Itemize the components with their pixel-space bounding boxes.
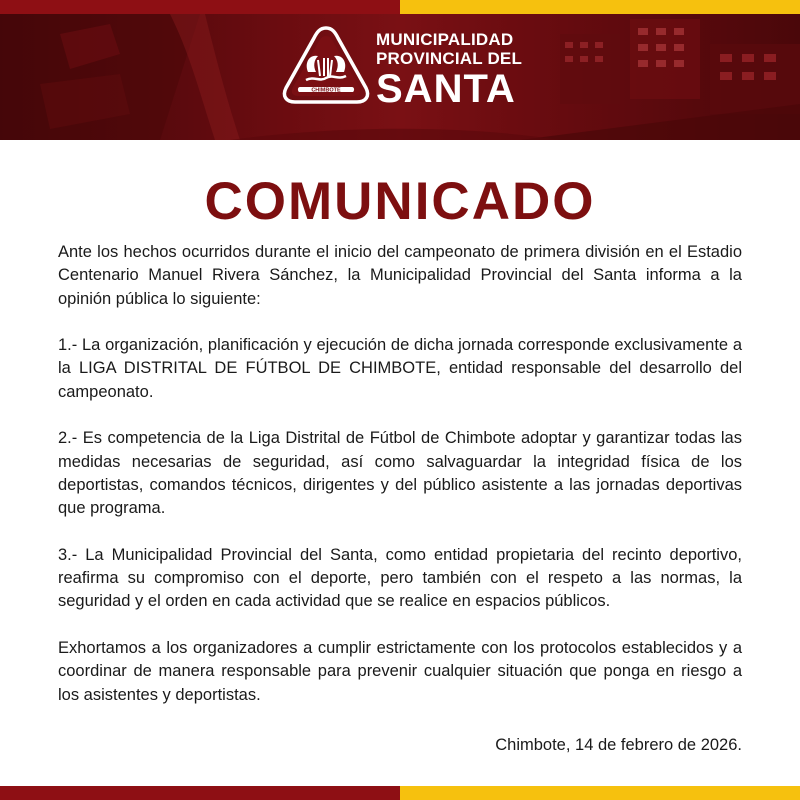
- municipal-logo: [280, 24, 372, 106]
- brand-line-3: SANTA: [376, 67, 516, 111]
- intro-paragraph: Ante los hechos ocurridos durante el inicio del campeonato de primera división en el Estadio Centenario Manuel Rivera Sánchez, la Municipalidad Provincial del Santa informa a la opinión pública lo siguiente:: [58, 243, 742, 308]
- brand-line-2: PROVINCIAL DEL: [376, 49, 523, 68]
- brand-line-1: MUNICIPALIDAD: [376, 30, 514, 49]
- footer-stripe-red: [0, 786, 400, 800]
- communique-body: [58, 241, 742, 730]
- brand-text: [376, 30, 522, 109]
- page-title: COMUNICADO: [204, 172, 596, 231]
- point-3-paragraph: 3.- La Municipalidad Provincial del Santa, como entidad propietaria del recinto deportivo, reafirma su compromiso con el deporte, pero también con el respeto a las normas, la seguridad y el orden en cada actividad que se realice en espacios públicos.: [58, 545, 742, 611]
- logo-label: CHIMBOTE: [311, 87, 341, 94]
- header-stripe-yellow: [400, 0, 800, 14]
- footer-stripe-yellow: [400, 786, 800, 800]
- point-2-paragraph: 2.- Es competencia de la Liga Distrital de Fútbol de Chimbote adoptar y garantizar todas las medidas necesarias de seguridad, así como salvaguardar la integridad física de los deportistas, comandos técnicos, dirigentes y del público asistente a las jornadas deportivas que programa.: [58, 429, 742, 518]
- point-1-paragraph: 1.- La organización, planificación y ejecución de dicha jornada corresponde exclusivamente a la LIGA DISTRITAL DE FÚTBOL DE CHIMBOTE, entidad responsable del desarrollo del campeonato.: [58, 336, 742, 401]
- header-banner: [0, 0, 800, 140]
- date-line: Chimbote, 14 de febrero de 2026.: [495, 736, 742, 754]
- closing-paragraph: Exhortamos a los organizadores a cumplir estrictamente con los protocolos establecidos y a coordinar de manera responsable para prevenir cualquier situación que ponga en riesgo a los asistentes y deportistas.: [58, 639, 742, 704]
- header-stripe-red: [0, 0, 400, 14]
